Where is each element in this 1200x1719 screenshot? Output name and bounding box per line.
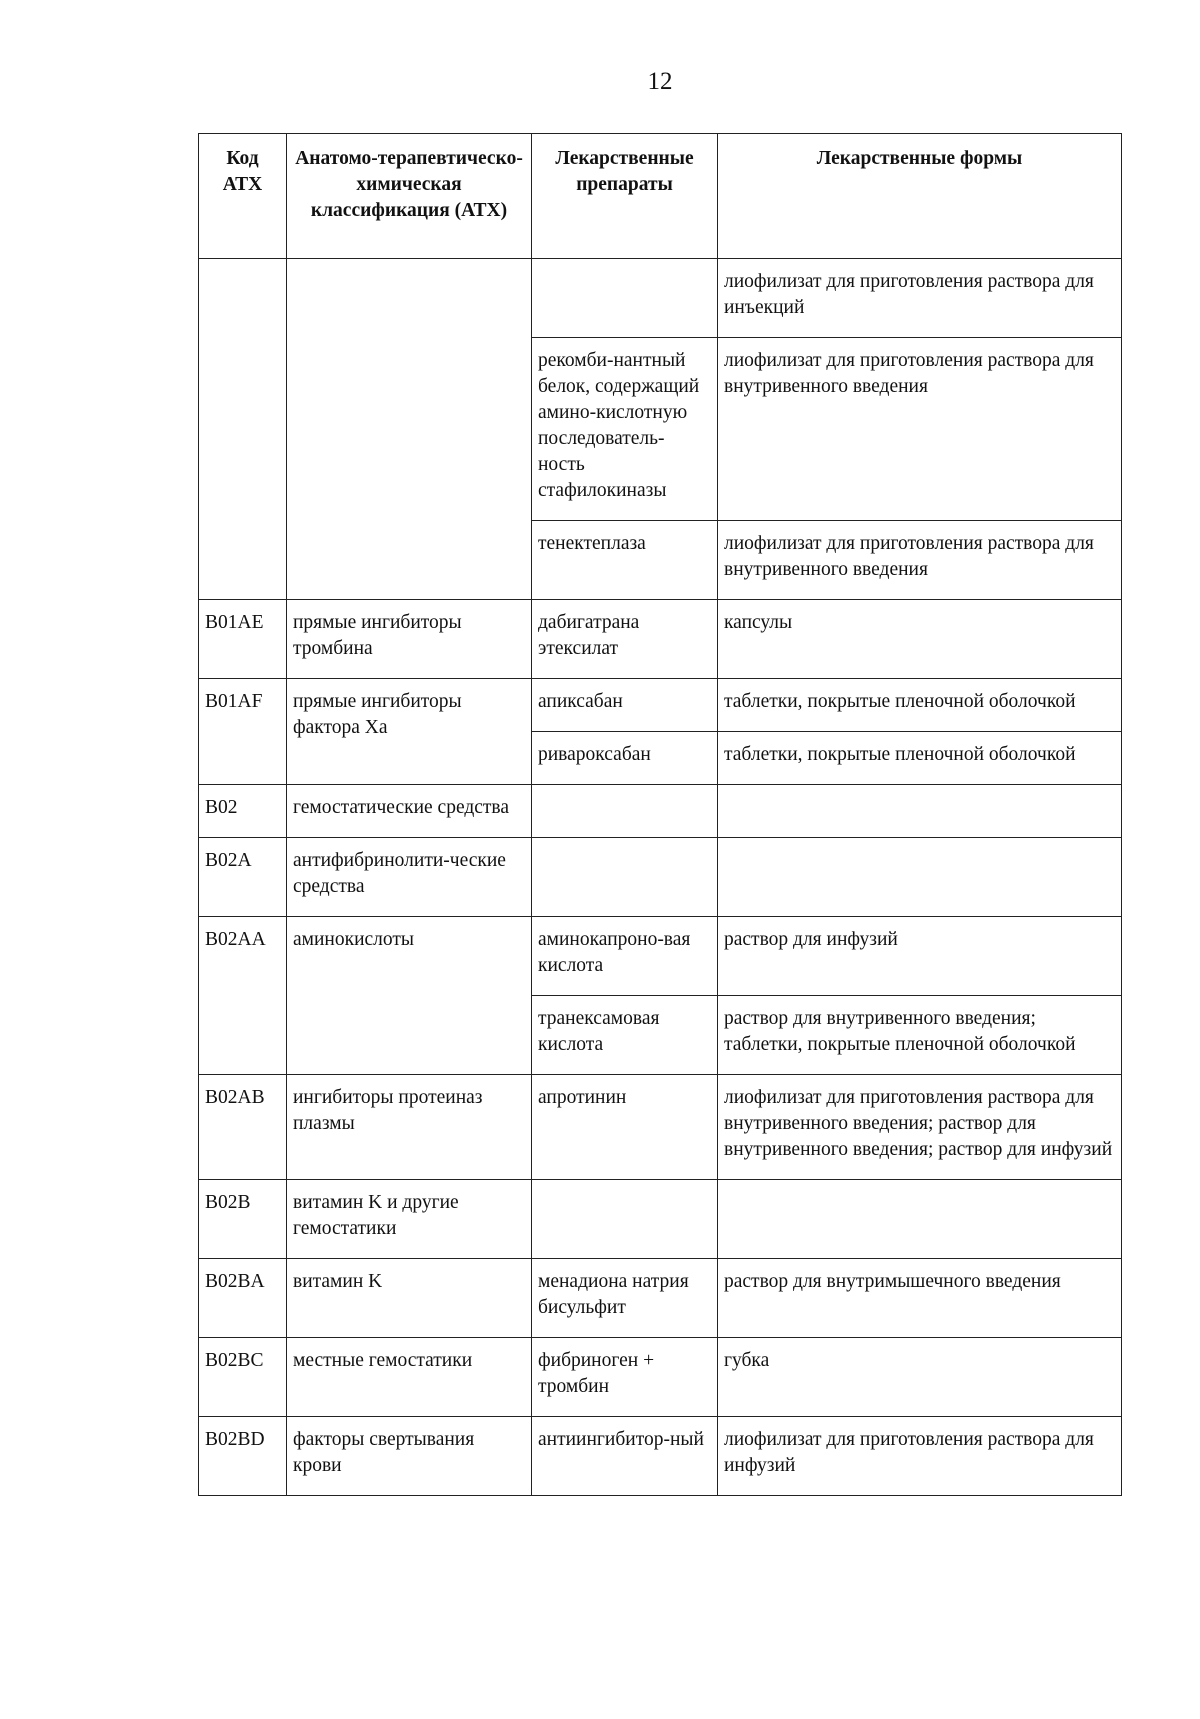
cell-code: B02BC <box>199 1338 287 1417</box>
cell-drug: ривароксабан <box>532 732 718 785</box>
cell-form: капсулы <box>718 600 1122 679</box>
cell-form: лиофилизат для приготовления раствора для внутривенного введения <box>718 338 1122 521</box>
cell-classification: аминокислоты <box>287 917 532 1075</box>
table-row <box>199 1180 1122 1259</box>
table-row <box>199 785 1122 838</box>
cell-form: лиофилизат для приготовления раствора для внутривенного введения <box>718 521 1122 600</box>
table-row <box>199 1338 1122 1417</box>
cell-form: раствор для внутривенного введения; таблетки, покрытые пленочной оболочкой <box>718 996 1122 1075</box>
table-row <box>199 1075 1122 1180</box>
atx-table <box>198 133 1122 1496</box>
cell-code <box>199 259 287 600</box>
cell-code: B02A <box>199 838 287 917</box>
cell-form: лиофилизат для приготовления раствора для внутривенного введения; раствор для внутривенного введения; раствор для инфузий <box>718 1075 1122 1180</box>
cell-form: лиофилизат для приготовления раствора для инъекций <box>718 259 1122 338</box>
table-row <box>199 917 1122 996</box>
cell-drug <box>532 1180 718 1259</box>
table-row <box>199 679 1122 732</box>
table-row <box>199 600 1122 679</box>
cell-form: губка <box>718 1338 1122 1417</box>
header-code: Код АТХ <box>199 134 287 259</box>
cell-form: раствор для внутримышечного введения <box>718 1259 1122 1338</box>
cell-code: B01AF <box>199 679 287 785</box>
cell-code: B02B <box>199 1180 287 1259</box>
cell-classification: ингибиторы протеиназ плазмы <box>287 1075 532 1180</box>
header-classification: Анатомо-терапевтическо-химическая классификация (АТХ) <box>287 134 532 259</box>
cell-drug: антиингибитор-ный <box>532 1417 718 1496</box>
cell-classification: факторы свертывания крови <box>287 1417 532 1496</box>
cell-classification: прямые ингибиторы фактора Xa <box>287 679 532 785</box>
cell-drug: тенектеплаза <box>532 521 718 600</box>
cell-drug <box>532 259 718 338</box>
cell-classification: местные гемостатики <box>287 1338 532 1417</box>
cell-classification: витамин K <box>287 1259 532 1338</box>
cell-classification: прямые ингибиторы тромбина <box>287 600 532 679</box>
table-row <box>199 259 1122 338</box>
cell-drug: дабигатрана этексилат <box>532 600 718 679</box>
cell-form: раствор для инфузий <box>718 917 1122 996</box>
cell-classification <box>287 259 532 600</box>
cell-form <box>718 838 1122 917</box>
cell-classification: гемостатические средства <box>287 785 532 838</box>
cell-drug: апротинин <box>532 1075 718 1180</box>
cell-form <box>718 785 1122 838</box>
cell-classification: антифибринолити-ческие средства <box>287 838 532 917</box>
cell-drug: апиксабан <box>532 679 718 732</box>
cell-drug: рекомби-нантный белок, содержащий амино-кислотную последователь-ность стафилокиназы <box>532 338 718 521</box>
cell-form: таблетки, покрытые пленочной оболочкой <box>718 679 1122 732</box>
cell-code: B02BA <box>199 1259 287 1338</box>
header-drugs: Лекарственные препараты <box>532 134 718 259</box>
cell-drug: аминокапроно-вая кислота <box>532 917 718 996</box>
page-number: 12 <box>647 68 673 95</box>
cell-drug: транексамовая кислота <box>532 996 718 1075</box>
cell-classification: витамин K и другие гемостатики <box>287 1180 532 1259</box>
cell-drug: менадиона натрия бисульфит <box>532 1259 718 1338</box>
cell-code: B02AA <box>199 917 287 1075</box>
table-row <box>199 1417 1122 1496</box>
table-row <box>199 838 1122 917</box>
cell-drug <box>532 785 718 838</box>
cell-code: B02BD <box>199 1417 287 1496</box>
header-forms: Лекарственные формы <box>718 134 1122 259</box>
cell-code: B02AB <box>199 1075 287 1180</box>
cell-code: B02 <box>199 785 287 838</box>
cell-form: лиофилизат для приготовления раствора для инфузий <box>718 1417 1122 1496</box>
cell-form: таблетки, покрытые пленочной оболочкой <box>718 732 1122 785</box>
table-row <box>199 1259 1122 1338</box>
table-header-row <box>199 134 1122 259</box>
cell-form <box>718 1180 1122 1259</box>
cell-drug <box>532 838 718 917</box>
cell-code: B01AE <box>199 600 287 679</box>
cell-drug: фибриноген + тромбин <box>532 1338 718 1417</box>
